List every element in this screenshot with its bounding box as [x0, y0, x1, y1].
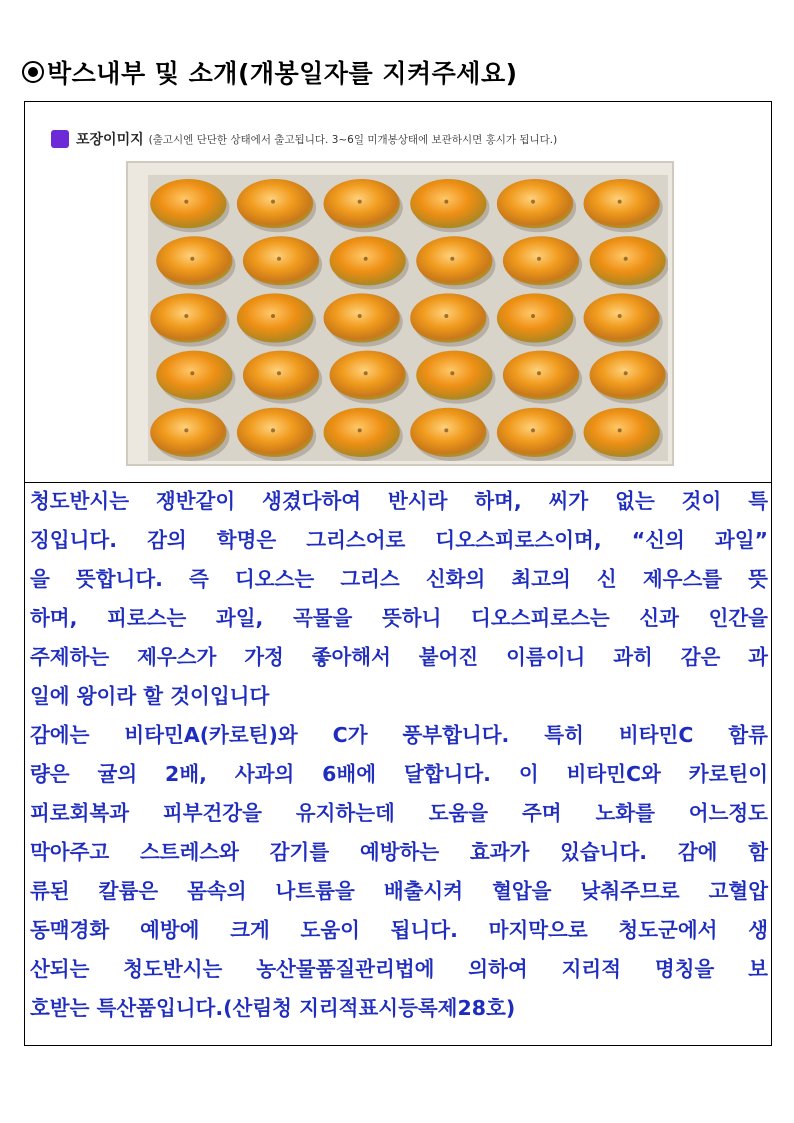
description-line: 피로회복과 피부건강을 유지하는데 도움을 주며 노화를 어느정도	[30, 801, 768, 825]
persimmon-calyx	[190, 257, 194, 261]
persimmon	[584, 179, 660, 228]
persimmon	[584, 293, 660, 342]
persimmon-calyx	[624, 257, 628, 261]
persimmon-calyx	[184, 314, 188, 318]
persimmon-tray	[148, 175, 668, 461]
persimmon-calyx	[444, 314, 448, 318]
description-line: 을 뜻합니다. 즉 디오스는 그리스 신화의 최고의 신 제우스를 뜻	[30, 567, 768, 591]
persimmon-calyx	[450, 371, 454, 375]
persimmon-calyx	[624, 371, 628, 375]
persimmon	[156, 351, 232, 400]
description-line: 량은 귤의 2배, 사과의 6배에 달합니다. 이 비타민C와 카로틴이	[30, 762, 768, 786]
persimmon	[243, 351, 319, 400]
image-cell	[25, 102, 771, 483]
description-line: 동맥경화 예방에 크게 도움이 됩니다. 마지막으로 청도군에서 생	[30, 918, 768, 942]
persimmon	[584, 408, 660, 457]
persimmon-calyx	[277, 257, 281, 261]
description-line: 청도반시는 쟁반같이 생겼다하여 반시라 하며, 씨가 없는 것이 특	[30, 489, 768, 513]
persimmon	[590, 351, 666, 400]
section-heading-text: 박스내부 및 소개(개봉일자를 지켜주세요)	[47, 59, 518, 88]
persimmon	[237, 179, 313, 228]
persimmon-calyx	[618, 200, 622, 204]
persimmon-calyx	[277, 371, 281, 375]
section-heading	[22, 52, 518, 92]
persimmon	[324, 408, 400, 457]
persimmon	[330, 351, 406, 400]
persimmon	[150, 408, 226, 457]
description-line: 호받는 특산품입니다.(산림청 지리적표시등록제28호)	[30, 996, 516, 1020]
description-line: 감에는 비타민A(카로틴)와 C가 풍부합니다. 특히 비타민C 함류	[30, 723, 768, 747]
persimmon	[243, 236, 319, 285]
persimmon	[410, 408, 486, 457]
persimmon	[150, 293, 226, 342]
persimmon-calyx	[190, 371, 194, 375]
persimmon	[324, 293, 400, 342]
persimmon	[497, 179, 573, 228]
image-caption-note: (출고시엔 단단한 상태에서 출고됩니다. 3~6일 미개봉상태에 보관하시면 홍시가 됩니다.)	[148, 133, 558, 146]
persimmon	[324, 179, 400, 228]
persimmon-calyx	[271, 200, 275, 204]
fisheye-bullet-icon	[22, 61, 44, 83]
description-line: 류된 칼륨은 몸속의 나트륨을 배출시켜 혈압을 낮춰주므로 고혈압	[30, 879, 768, 903]
description-text	[30, 482, 768, 1028]
persimmon-calyx	[358, 314, 362, 318]
persimmon-calyx	[618, 428, 622, 432]
persimmon	[416, 236, 492, 285]
persimmon-calyx	[364, 371, 368, 375]
persimmon	[237, 408, 313, 457]
persimmon-calyx	[364, 257, 368, 261]
description-line: 징입니다. 감의 학명은 그리스어로 디오스피로스이며, “신의 과일”	[30, 528, 768, 552]
persimmon-calyx	[358, 428, 362, 432]
persimmon	[503, 351, 579, 400]
persimmon	[416, 351, 492, 400]
persimmon-calyx	[537, 371, 541, 375]
persimmon	[410, 293, 486, 342]
persimmon-calyx	[184, 428, 188, 432]
content-table	[24, 101, 772, 1046]
persimmon-calyx	[450, 257, 454, 261]
description-line: 일에 왕이라 할 것이입니다	[30, 684, 270, 708]
image-caption	[51, 129, 557, 149]
description-line: 막아주고 스트레스와 감기를 예방하는 효과가 있습니다. 감에 함	[30, 840, 768, 864]
persimmon	[410, 179, 486, 228]
persimmon	[497, 293, 573, 342]
persimmon-calyx	[531, 314, 535, 318]
persimmon	[330, 236, 406, 285]
persimmon	[503, 236, 579, 285]
persimmon-calyx	[531, 200, 535, 204]
description-line: 산되는 청도반시는 농산물품질관리법에 의하여 지리적 명칭을 보	[30, 957, 768, 981]
persimmon-calyx	[271, 428, 275, 432]
persimmon-calyx	[444, 200, 448, 204]
persimmon-calyx	[618, 314, 622, 318]
persimmon-calyx	[358, 200, 362, 204]
description-line: 주제하는 제우스가 가정 좋아해서 붙어진 이름이니 과히 감은 과	[30, 645, 768, 669]
persimmon	[497, 408, 573, 457]
image-caption-title: 포장이미지	[76, 132, 144, 148]
persimmon-calyx	[531, 428, 535, 432]
persimmon-calyx	[444, 428, 448, 432]
persimmon	[237, 293, 313, 342]
persimmon	[590, 236, 666, 285]
persimmon-calyx	[271, 314, 275, 318]
persimmon-box-photo	[126, 161, 674, 466]
persimmon-calyx	[537, 257, 541, 261]
persimmon-calyx	[184, 200, 188, 204]
persimmon	[150, 179, 226, 228]
persimmon	[156, 236, 232, 285]
description-line: 하며, 피로스는 과일, 곡물을 뜻하니 디오스피로스는 신과 인간을	[30, 606, 768, 630]
purple-square-icon	[51, 130, 69, 148]
